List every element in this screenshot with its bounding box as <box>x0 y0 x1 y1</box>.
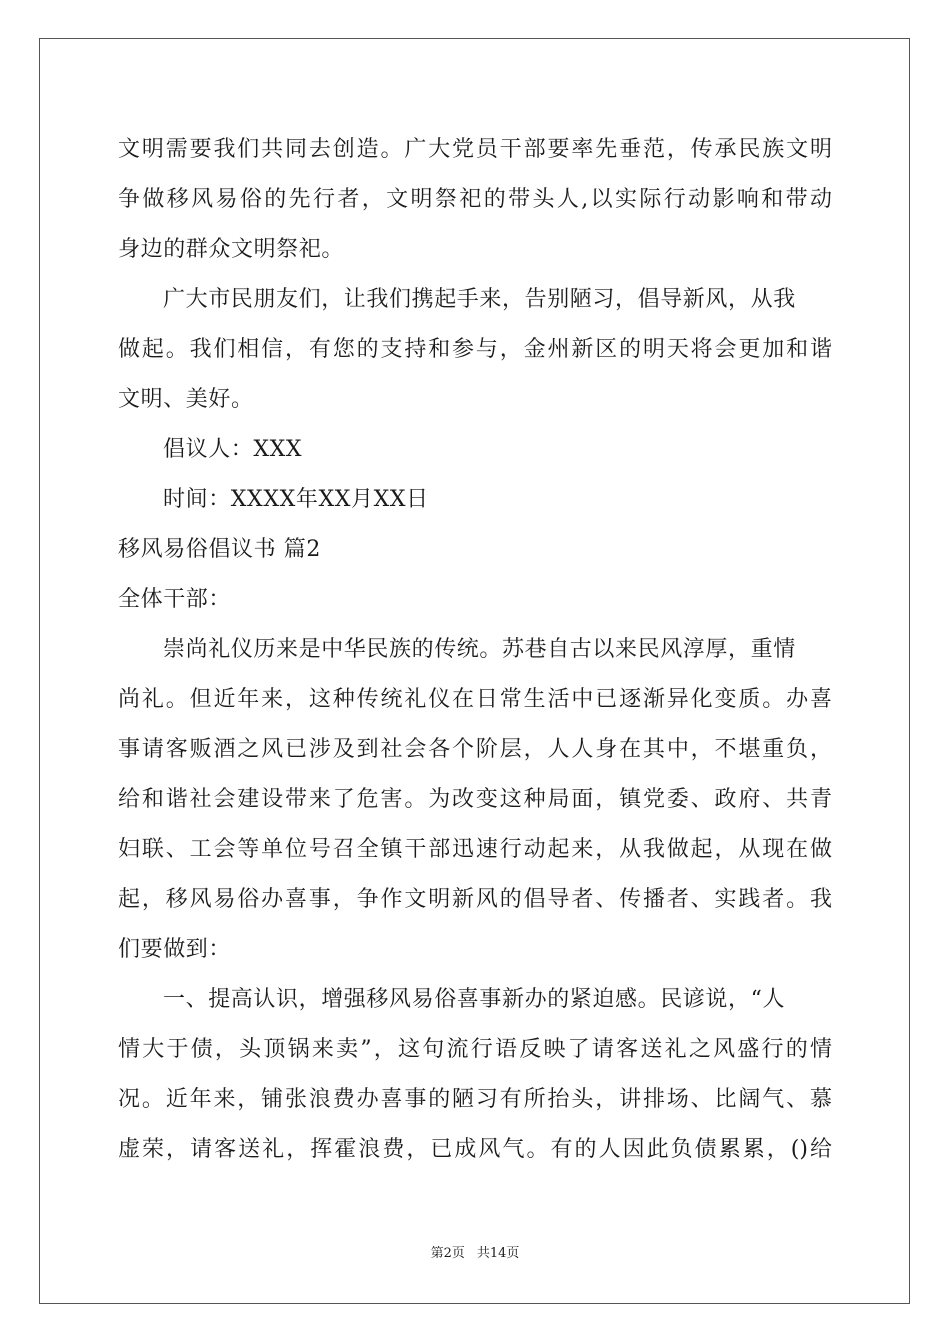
paragraph-line: 一、提高认识，增强移风易俗喜事新办的紧迫感。民谚说，“人 <box>163 987 786 1012</box>
paragraph-line: 起，移风易俗办喜事，争作文明新风的倡导者、传播者、实践者。我 <box>118 887 832 912</box>
paragraph-line: 做起。我们相信，有您的支持和参与，金州新区的明天将会更加和谐 <box>118 337 832 362</box>
paragraph-line: 给和谐社会建设带来了危害。为改变这种局面，镇党委、政府、共青 <box>118 787 832 812</box>
paragraph-line: 们要做到： <box>118 937 232 962</box>
date-line: 时间：XXXX年XX月XX日 <box>163 487 429 512</box>
paragraph-line: 文明、美好。 <box>118 387 254 412</box>
page-number: 第2页 <box>430 1246 465 1261</box>
paragraph-line: 争做移风易俗的先行者，文明祭祀的带头人,以实际行动影响和带动 <box>118 187 832 212</box>
page-footer <box>0 1245 950 1263</box>
signatory-line: 倡议人：XXX <box>163 437 303 462</box>
paragraph-line: 情大于债，头顶锅来卖”，这句流行语反映了请客送礼之风盛行的情 <box>118 1037 832 1062</box>
paragraph-line: 崇尚礼仪历来是中华民族的传统。苏巷自古以来民风淳厚，重情 <box>163 637 796 662</box>
paragraph-line: 尚礼。但近年来，这种传统礼仪在日常生活中已逐渐异化变质。办喜 <box>118 687 832 712</box>
paragraph-line: 事请客贩酒之风已涉及到社会各个阶层，人人身在其中，不堪重负， <box>118 737 832 762</box>
section-title: 移风易俗倡议书 篇2 <box>118 537 321 562</box>
page-total: 共14页 <box>476 1246 520 1261</box>
paragraph-line: 况。近年来，铺张浪费办喜事的陋习有所抬头，讲排场、比阔气、慕 <box>118 1087 832 1112</box>
paragraph-line: 妇联、工会等单位号召全镇干部迅速行动起来，从我做起，从现在做 <box>118 837 832 862</box>
paragraph-line: 身边的群众文明祭祀。 <box>118 237 345 262</box>
paragraph-line: 文明需要我们共同去创造。广大党员干部要率先垂范，传承民族文明 <box>118 137 832 162</box>
paragraph-line: 虚荣，请客送礼，挥霍浪费，已成风气。有的人因此负债累累，()给 <box>118 1137 832 1162</box>
salutation: 全体干部： <box>118 587 232 612</box>
paragraph-line: 广大市民朋友们，让我们携起手来，告别陋习，倡导新风，从我 <box>163 287 796 312</box>
